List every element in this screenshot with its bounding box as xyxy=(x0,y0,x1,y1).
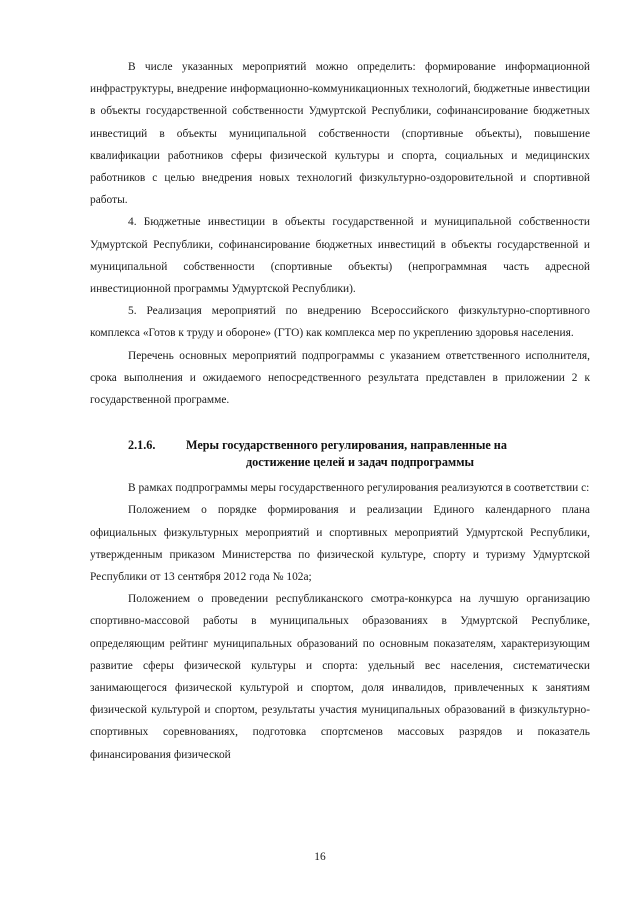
paragraph-regulation-intro: В рамках подпрограммы меры государственного регулирования реализуются в соответствии с: xyxy=(128,482,590,495)
paragraph-item-5: 5. Реализация мероприятий по внедрению Всероссийского физкультурно-спортивного комплекса «Готов к труду и обороне» (ГТО) как комплекса мер по укреплению здоровья населения. xyxy=(90,305,590,340)
paragraph-activities-list: В числе указанных мероприятий можно определить: формирование информационной инфраструктуры, внедрение информационно-коммуникационных технологий, бюджетные инвестиции в объекты государственной собственности Удмуртской Республики, софинансирование бюджетных инвестиций в объекты муниципальной собственности (спортивные объекты), повышение квалификации работников сферы физической культуры и спорта, социальных и медицинских работников с целью внедрения новых технологий физкультурно-оздоровительной и спортивной работы. xyxy=(90,61,590,207)
page-body xyxy=(90,56,590,766)
section-title-line-2: достижение целей и задач подпрограммы xyxy=(245,455,475,470)
section-heading xyxy=(90,437,590,471)
page-number: 16 xyxy=(314,851,326,863)
paragraph-appendix-reference: Перечень основных мероприятий подпрограммы с указанием ответственного исполнителя, срока выполнения и ожидаемого непосредственного результата представлен в приложении 2 к государственной программе. xyxy=(90,349,590,407)
section-number: 2.1.6. xyxy=(128,438,156,453)
paragraph-item-4: 4. Бюджетные инвестиции в объекты государственной и муниципальной собственности Удмуртской Республики, софинансирование бюджетных инвестиций в объекты государственной и муниципальной собственности (спортивные объекты) (непрограммная часть адресной инвестиционной программы Удмуртской Республики). xyxy=(90,216,590,296)
section-title-line-1: Меры государственного регулирования, направленные на xyxy=(186,438,507,453)
paragraph-contest-regulation: Положением о проведении республиканского смотра-конкурса на лучшую организацию спортивно-массовой работы в муниципальных образованиях в Удмуртской Республике, определяющим рейтинг муниципальных образований по основным показателям, характеризующим развитие сферы физической культуры и спорта: удельный вес населения, систематически занимающегося физической культурой и спортом, доля инвалидов, привлеченных к занятиям физической культурой и спортом, результаты участия муниципальных образований в физкультурно-спортивных соревнованиях, подготовка спортсменов массовых разрядов и показатель финансирования физической xyxy=(90,593,590,761)
paragraph-calendar-plan-regulation: Положением о порядке формирования и реализации Единого календарного плана официальных физкультурных мероприятий и спортивных мероприятий Удмуртской Республики, утвержденным приказом Министерства по физической культуре, спорту и туризму Удмуртской Республики от 13 сентября 2012 года № 102а; xyxy=(90,504,590,584)
